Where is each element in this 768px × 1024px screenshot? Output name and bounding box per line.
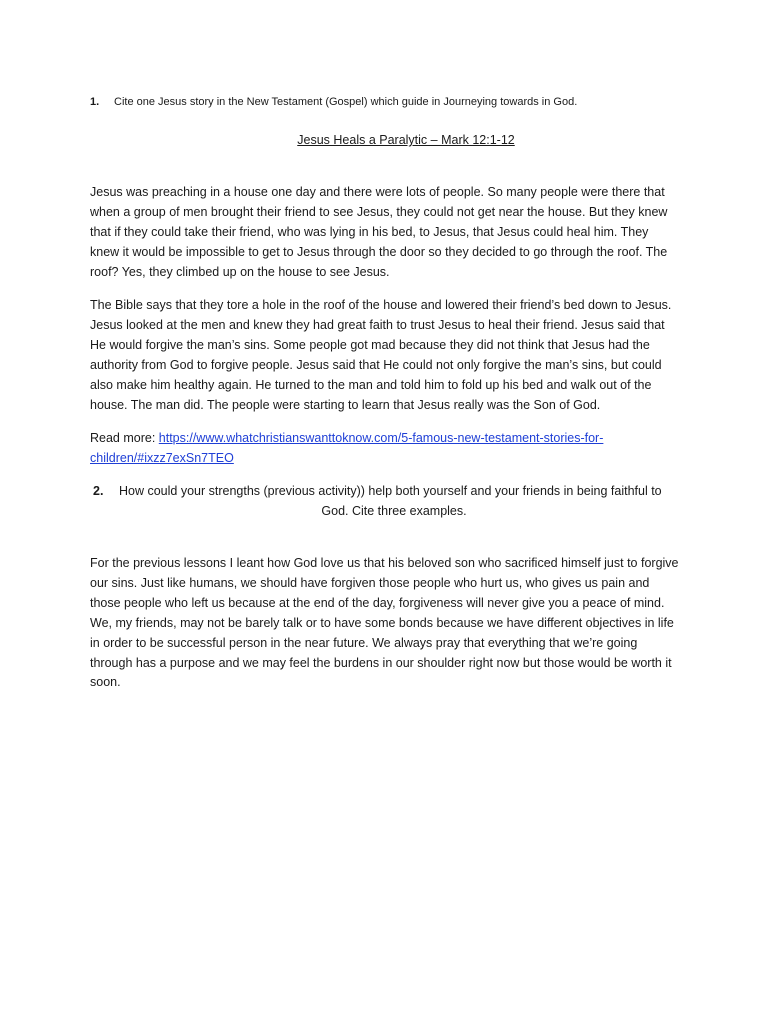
question-1 <box>90 94 690 110</box>
read-more-label: Read more: <box>90 431 159 445</box>
story-title: Jesus Heals a Paralytic – Mark 12:1-12 <box>297 133 515 147</box>
read-more <box>90 429 680 469</box>
read-more-link[interactable] <box>90 431 603 465</box>
question-1-text: Cite one Jesus story in the New Testament (Gospel) which guide in Journeying towards in God. <box>114 96 578 108</box>
question-2-line-1 <box>90 481 680 501</box>
question-2-text-line-1: How could your strengths (previous activity)) help both yourself and your friends in being faithful to <box>119 484 662 498</box>
read-more-link-line-1: https://www.whatchristianswanttoknow.com/5-famous-new-testament-stories-for- <box>158 431 604 445</box>
question-2-text-line-2: God. Cite three examples. <box>321 504 467 518</box>
question-2-number: 2. <box>93 484 104 498</box>
read-more-link-line-2: children/#ixzz7exSn7TEO <box>90 450 234 465</box>
answer-2-paragraph: For the previous lessons I leant how God love us that his beloved son who sacrificed himself just to forgive our sins. Just like humans, we should have forgiven those people who hurt us, who gives us pain and those people who left us because at the end of the day, forgiveness will never give you a peace of mind. We, my friends, may not be barely talk or to have some bonds because we have different objectives in life in order to be successful person in the near future. We always pray that everything that we’re going through has a purpose and we may feel the burdens in our shoulder right now but those would be worth it soon. <box>90 556 679 690</box>
question-1-number: 1. <box>90 96 100 108</box>
story-paragraph-2: The Bible says that they tore a hole in the roof of the house and lowered their friend’s bed down to Jesus. Jesus looked at the men and knew they had great faith to trust Jesus to heal their friend. Jesus said that He would forgive the man’s sins. Some people got mad because they did not think that Jesus had the authority from God to forgive people. Jesus said that He could not only forgive the man’s sins, but could also make him healthy again. He turned to the man and told him to fold up his bed and walk out of the house. The man did. The people were starting to learn that Jesus really was the Son of God. <box>90 298 672 412</box>
question-2 <box>90 481 680 521</box>
story-paragraph-1: Jesus was preaching in a house one day and there were lots of people. So many people were there that when a group of men brought their friend to see Jesus, they could not get near the house. But they knew that if they could take their friend, who was lying in his bed, to Jesus, that Jesus could heal him. They knew it would be impossible to get to Jesus through the door so they decided to go through the roof. The roof? Yes, they climbed up on the house to see Jesus. <box>90 185 668 279</box>
